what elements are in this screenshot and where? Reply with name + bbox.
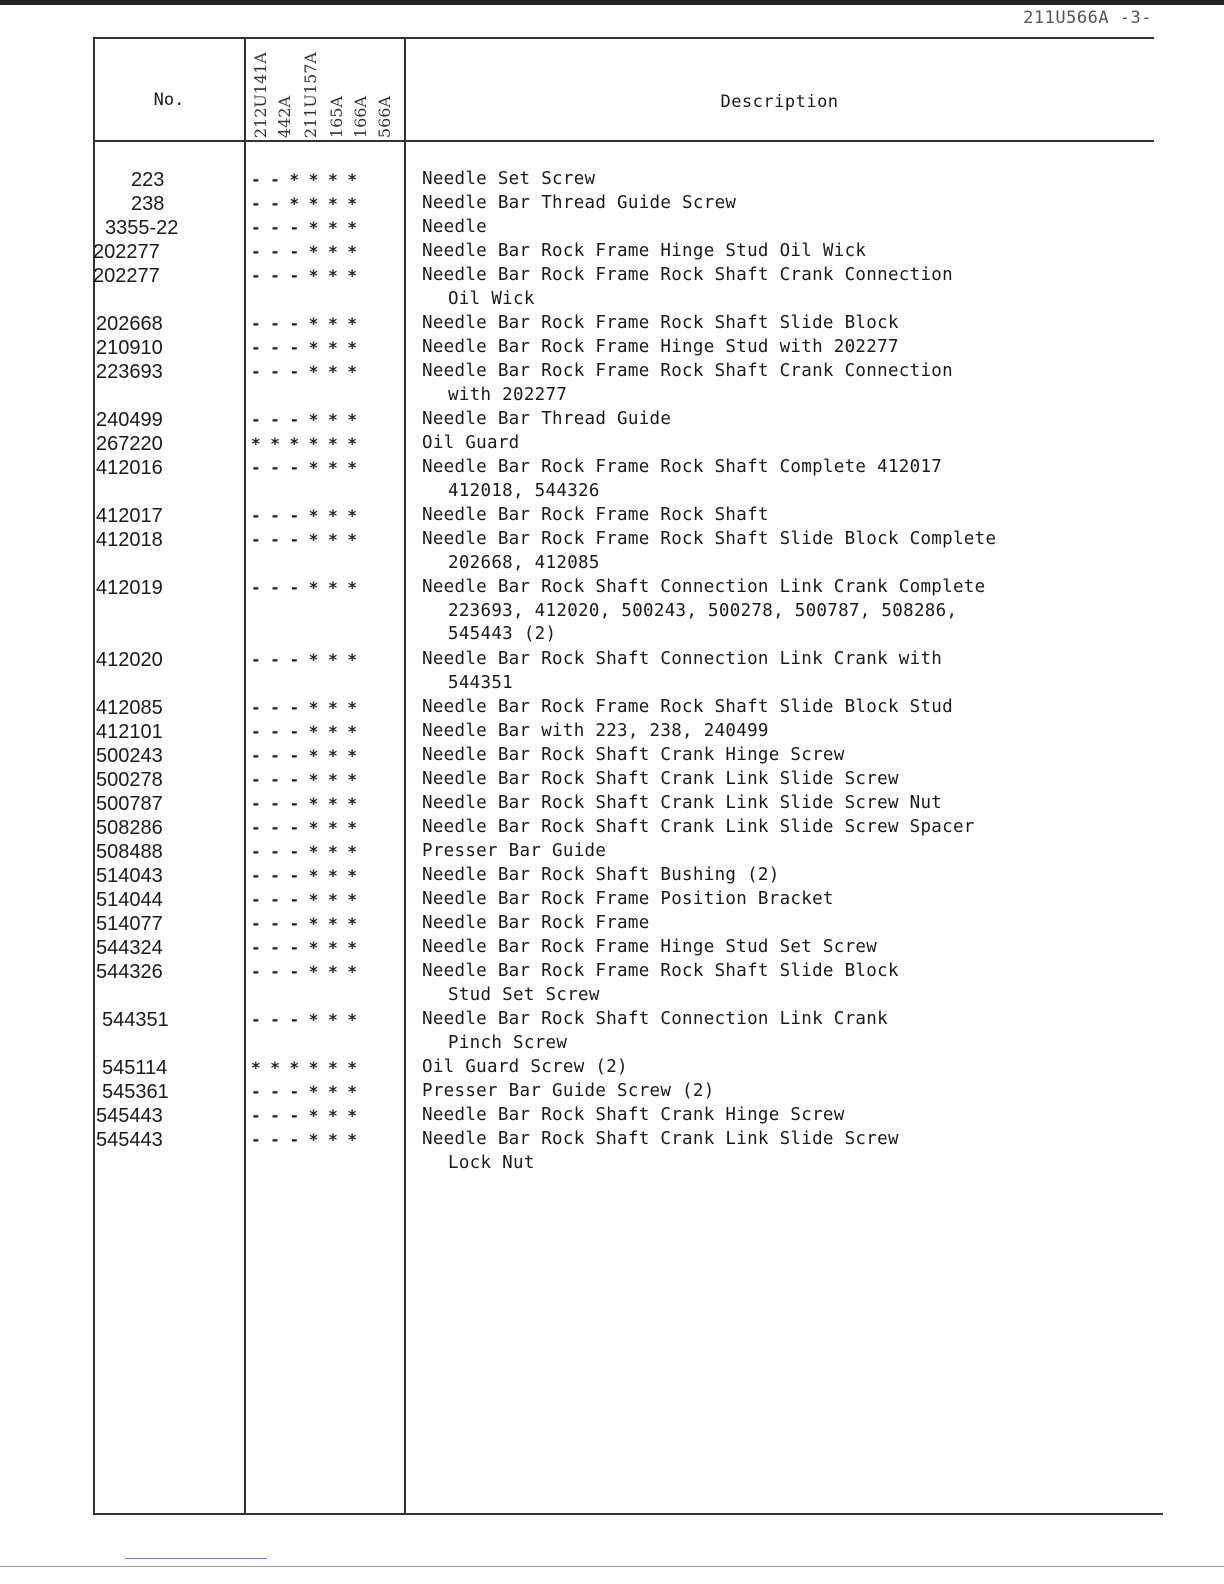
model-label: 211U157A: [301, 51, 320, 138]
model-applicability-marks: - - * * * *: [251, 170, 357, 189]
part-number: 223: [131, 169, 165, 191]
table-row: [0, 1104, 1224, 1128]
model-applicability-marks: - - - * * *: [251, 362, 357, 381]
model-applicability-marks: - - - * * *: [251, 938, 357, 957]
part-number: 3355-22: [105, 217, 179, 239]
model-applicability-marks: - - - * * *: [251, 266, 357, 285]
part-number: 412085: [96, 697, 163, 719]
description-line: Needle Bar Thread Guide Screw: [422, 193, 737, 213]
description-continuation: Pinch Screw: [448, 1032, 568, 1053]
table-row: [0, 216, 1224, 240]
page-bottom-edge: [0, 1566, 1224, 1567]
description-line: Needle Bar Rock Shaft Crank Link Slide Screw Spacer: [422, 817, 975, 837]
table-row: [0, 864, 1224, 888]
description-line: Needle Bar Rock Shaft Crank Link Slide Screw Nut: [422, 793, 943, 813]
part-number: 412018: [96, 529, 163, 551]
part-description: [422, 696, 953, 720]
description-continuation: Lock Nut: [448, 1152, 535, 1173]
description-line: Needle Bar Rock Frame: [422, 913, 650, 933]
description-continuation: 544351: [448, 672, 514, 693]
part-number: 500278: [96, 769, 163, 791]
part-description: [422, 792, 942, 816]
model-applicability-marks: - - - * * *: [251, 890, 357, 909]
table-row: [0, 1128, 1224, 1173]
part-number: 508488: [96, 841, 163, 863]
part-description: [422, 840, 606, 864]
table-row: [0, 960, 1224, 1005]
description-continuation: 223693, 412020, 500243, 500278, 500787, 508286,: [448, 600, 958, 621]
model-applicability-marks: - - - * * *: [251, 794, 357, 813]
description-continuation: 545443 (2): [448, 624, 557, 644]
description-line: Needle Bar Rock Frame Hinge Stud Oil Wick: [422, 241, 867, 261]
table-row: [0, 912, 1224, 936]
model-applicability-marks: - - - * * *: [251, 722, 357, 741]
model-applicability-marks: - - - * * *: [251, 218, 357, 237]
description-line: Needle Bar Rock Frame Rock Shaft Slide Block Complete: [422, 529, 997, 549]
part-number: 500787: [96, 793, 163, 815]
part-description: [422, 1104, 845, 1128]
part-number: 238: [131, 193, 165, 215]
table-row: [0, 744, 1224, 768]
model-applicability-marks: - - - * * *: [251, 962, 357, 981]
table-row: [0, 1056, 1224, 1080]
part-description: [422, 336, 899, 360]
part-number: 412016: [96, 457, 163, 479]
table-row: [0, 888, 1224, 912]
table-row: [0, 1080, 1224, 1104]
description-continuation: with 202277: [448, 384, 568, 405]
part-description: [422, 576, 985, 647]
table-row: [0, 648, 1224, 693]
part-number: 514043: [96, 865, 163, 887]
description-line: Needle Bar Thread Guide: [422, 409, 672, 429]
description-line: Needle Bar Rock Shaft Connection Link Crank Complete: [422, 577, 986, 597]
model-applicability-marks: - - - * * *: [251, 506, 357, 525]
model-applicability-marks: - - - * * *: [251, 410, 357, 429]
model-applicability-marks: - - * * * *: [251, 194, 357, 213]
part-description: [422, 240, 866, 264]
table-row: [0, 840, 1224, 864]
description-line: Oil Guard Screw (2): [422, 1057, 628, 1077]
part-description: [422, 1008, 888, 1055]
part-number: 500243: [96, 745, 163, 767]
part-description: [422, 912, 650, 936]
description-line: Needle Bar Rock Frame Rock Shaft Slide Block: [422, 961, 899, 981]
model-applicability-marks: - - - * * *: [251, 818, 357, 837]
description-line: Needle Bar Rock Frame Rock Shaft Crank Connection: [422, 265, 953, 285]
description-continuation: 202668, 412085: [448, 552, 600, 573]
table-bottom-border: [93, 1513, 1163, 1515]
description-line: Needle Bar Rock Frame Hinge Stud with 202277: [422, 337, 899, 357]
description-line: Needle Bar Rock Shaft Crank Hinge Screw: [422, 745, 845, 765]
table-row: [0, 720, 1224, 744]
model-applicability-marks: - - - * * *: [251, 842, 357, 861]
model-applicability-marks: - - - * * *: [251, 698, 357, 717]
table-row: [0, 360, 1224, 405]
model-header: [247, 40, 403, 140]
description-line: Needle Bar Rock Frame Position Bracket: [422, 889, 834, 909]
table-row: [0, 768, 1224, 792]
part-number: 544351: [102, 1009, 169, 1031]
table-row: [0, 312, 1224, 336]
part-description: [422, 648, 942, 695]
model-applicability-marks: - - - * * *: [251, 530, 357, 549]
part-description: [422, 888, 834, 912]
model-label: 566A: [375, 95, 394, 138]
table-row: [0, 816, 1224, 840]
part-number: 544324: [96, 937, 163, 959]
model-applicability-marks: - - - * * *: [251, 338, 357, 357]
description-line: Needle Bar Rock Frame Rock Shaft Slide Block Stud: [422, 697, 953, 717]
description-continuation: 412018, 544326: [448, 480, 600, 501]
table-row: [0, 168, 1224, 192]
part-number: 202668: [96, 313, 163, 335]
model-applicability-marks: - - - * * *: [251, 866, 357, 885]
model-applicability-marks: - - - * * *: [251, 1130, 357, 1149]
description-line: Oil Guard: [422, 433, 520, 453]
table-row: [0, 336, 1224, 360]
model-label: 212U141A: [251, 51, 270, 138]
part-description: [422, 432, 520, 456]
table-row: [0, 192, 1224, 216]
model-applicability-marks: - - - * * *: [251, 746, 357, 765]
table-row: [0, 696, 1224, 720]
part-description: [422, 216, 487, 240]
part-description: [422, 1128, 899, 1175]
part-number: 412017: [96, 505, 163, 527]
description-line: Needle Bar Rock Frame Rock Shaft Crank Connection: [422, 361, 953, 381]
part-description: [422, 744, 845, 768]
description-line: Needle Bar Rock Shaft Bushing (2): [422, 865, 780, 885]
description-line: Needle Bar Rock Frame Rock Shaft: [422, 505, 769, 525]
part-description: [422, 408, 671, 432]
table-row: [0, 408, 1224, 432]
table-row: [0, 504, 1224, 528]
part-description: [422, 528, 996, 575]
part-description: [422, 816, 975, 840]
header-description: Description: [720, 92, 839, 112]
part-description: [422, 960, 899, 1007]
part-description: [422, 360, 953, 407]
description-line: Presser Bar Guide: [422, 841, 607, 861]
description-line: Needle Bar Rock Frame Hinge Stud Set Screw: [422, 937, 878, 957]
part-number: 412020: [96, 649, 163, 671]
model-applicability-marks: - - - * * *: [251, 578, 357, 597]
model-applicability-marks: - - - * * *: [251, 1106, 357, 1125]
table-row: [0, 528, 1224, 573]
part-number: 514077: [96, 913, 163, 935]
model-applicability-marks: * * * * * *: [251, 434, 357, 453]
part-description: [422, 264, 953, 311]
table-row: [0, 576, 1224, 644]
model-applicability-marks: * * * * * *: [251, 1058, 357, 1077]
model-applicability-marks: - - - * * *: [251, 1010, 357, 1029]
description-line: Presser Bar Guide Screw (2): [422, 1081, 715, 1101]
part-number: 412101: [96, 721, 163, 743]
part-description: [422, 192, 736, 216]
model-label: 442A: [275, 95, 294, 138]
part-number: 223693: [96, 361, 163, 383]
footer-rule: [125, 1558, 267, 1559]
description-line: Needle Bar Rock Shaft Connection Link Crank: [422, 1009, 888, 1029]
header-bottom-border: [93, 140, 1154, 142]
part-number: 210910: [96, 337, 163, 359]
model-applicability-marks: - - - * * *: [251, 1082, 357, 1101]
table-row: [0, 456, 1224, 501]
description-continuation: Stud Set Screw: [448, 984, 600, 1005]
description-line: Needle Bar with 223, 238, 240499: [422, 721, 769, 741]
table-row: [0, 240, 1224, 264]
table-row: [0, 432, 1224, 456]
table-row: [0, 936, 1224, 960]
description-line: Needle: [422, 217, 488, 237]
description-line: Needle Bar Rock Frame Rock Shaft Slide Block: [422, 313, 899, 333]
part-number: 508286: [96, 817, 163, 839]
model-applicability-marks: - - - * * *: [251, 314, 357, 333]
model-applicability-marks: - - - * * *: [251, 242, 357, 261]
part-number: 545361: [102, 1081, 169, 1103]
part-description: [422, 504, 769, 528]
part-number: 545443: [96, 1105, 163, 1127]
part-description: [422, 720, 769, 744]
description-continuation: Oil Wick: [448, 288, 535, 309]
page-reference: 211U566A -3-: [1023, 8, 1152, 28]
model-applicability-marks: - - - * * *: [251, 914, 357, 933]
model-applicability-marks: - - - * * *: [251, 770, 357, 789]
part-number: 514044: [96, 889, 163, 911]
top-rule: [0, 0, 1224, 5]
part-description: [422, 1056, 628, 1080]
model-applicability-marks: - - - * * *: [251, 650, 357, 669]
table-row: [0, 792, 1224, 816]
description-line: Needle Bar Rock Shaft Connection Link Crank with: [422, 649, 943, 669]
description-line: Needle Bar Rock Frame Rock Shaft Complete 412017: [422, 457, 943, 477]
part-number: 202277: [93, 241, 160, 263]
part-description: [422, 312, 899, 336]
part-description: [422, 864, 780, 888]
part-description: [422, 936, 877, 960]
model-applicability-marks: - - - * * *: [251, 458, 357, 477]
part-description: [422, 168, 595, 192]
table-top-border: [93, 37, 1154, 39]
description-line: Needle Bar Rock Shaft Crank Hinge Screw: [422, 1105, 845, 1125]
table-row: [0, 264, 1224, 309]
table-row: [0, 1008, 1224, 1053]
part-number: 202277: [93, 265, 160, 287]
description-line: Needle Bar Rock Shaft Crank Link Slide Screw: [422, 769, 899, 789]
model-label: 166A: [351, 95, 370, 138]
part-number: 544326: [96, 961, 163, 983]
description-line: Needle Set Screw: [422, 169, 596, 189]
header-no: No.: [153, 90, 185, 110]
part-number: 240499: [96, 409, 163, 431]
part-number: 545443: [96, 1129, 163, 1151]
part-description: [422, 768, 899, 792]
part-number: 412019: [96, 577, 163, 599]
part-number: 267220: [96, 433, 163, 455]
description-line: Needle Bar Rock Shaft Crank Link Slide Screw: [422, 1129, 899, 1149]
part-description: [422, 1080, 715, 1104]
part-number: 545114: [102, 1057, 168, 1079]
part-description: [422, 456, 942, 503]
model-label: 165A: [327, 95, 346, 138]
